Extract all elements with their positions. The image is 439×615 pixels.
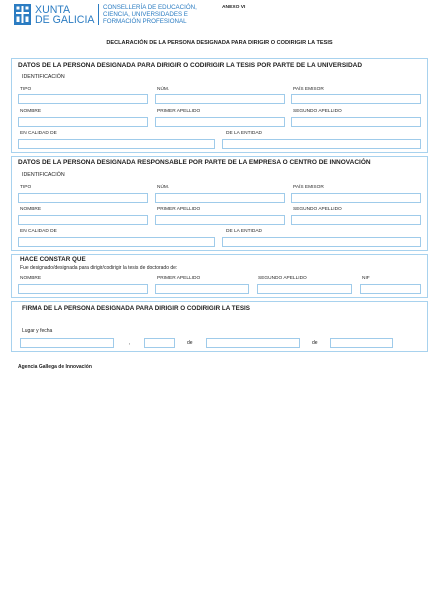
date-separator-comma: , [129,339,131,346]
department-line-1: CONSELLERÍA DE EDUCACIÓN, [103,4,197,11]
university-de-la-entidad-label: DE LA ENTIDAD [226,130,262,136]
month-field[interactable] [206,338,300,348]
university-tipo-label: TIPO [20,86,32,92]
company-pais-emisor-label: PAÍS EMISOR [293,184,324,190]
signature-section [11,301,428,352]
university-tipo-field[interactable] [18,94,148,104]
company-tipo-field[interactable] [18,193,148,203]
annex-label: ANEXO VI [222,4,246,10]
university-en-calidad-de-label: EN CALIDAD DE [20,130,57,136]
university-nombre-label: NOMBRE [20,108,42,114]
doctoral-nif-field[interactable] [360,284,421,294]
university-segundo-apellido-label: SEGUNDO APELLIDO [293,108,342,114]
university-pais-emisor-field[interactable] [291,94,421,104]
date-separator-de-2: de [312,339,318,346]
year-field[interactable] [330,338,393,348]
emblem-pattern [26,7,29,10]
emblem-pattern [26,17,29,23]
doctoral-nombre-label: NOMBRE [20,275,42,281]
university-segundo-apellido-field[interactable] [291,117,421,127]
signature-heading: FIRMA DE LA PERSONA DESIGNADA PARA DIRIGIR O CODIRIGIR LA TESIS [22,304,250,312]
doctoral-nif-label: NIF [362,275,370,281]
university-num-field[interactable] [155,94,285,104]
company-segundo-apellido-field[interactable] [291,215,421,225]
university-num-label: NÚM. [157,86,170,92]
emblem-pattern [22,6,24,23]
doctoral-segundo-apellido-label: SEGUNDO APELLIDO [258,275,307,281]
emblem-pattern [17,7,20,10]
university-section-heading: DATOS DE LA PERSONA DESIGNADA PARA DIRIGIR O CODIRIGIR LA TESIS POR PARTE DE LA UNIVERSIDAD [18,61,363,69]
emblem-pattern [16,12,29,14]
company-de-la-entidad-label: DE LA ENTIDAD [226,228,262,234]
department-name [103,4,197,25]
company-num-field[interactable] [155,193,285,203]
company-en-calidad-de-label: EN CALIDAD DE [20,228,57,234]
company-nombre-label: NOMBRE [20,206,42,212]
agency-name: Agencia Gallega de Innovación [18,363,92,370]
declaration-heading: HACE CONSTAR QUE [20,256,86,263]
company-num-label: NÚM. [157,184,170,190]
company-pais-emisor-field[interactable] [291,193,421,203]
document-title: DECLARACIÓN DE LA PERSONA DESIGNADA PARA DIRIGIR O CODIRIGIR LA TESIS [106,40,333,46]
header-divider [98,4,99,25]
doctoral-segundo-apellido-field[interactable] [257,284,352,294]
company-tipo-label: TIPO [20,184,32,190]
place-field[interactable] [20,338,114,348]
day-field[interactable] [144,338,175,348]
doctoral-primer-apellido-label: PRIMER APELLIDO [157,275,201,281]
company-responsible-section [11,156,428,251]
declaration-statement: Fue designado/designada para dirigir/codirigir la tesis de doctorado de: [20,264,178,271]
company-identification-subheading: IDENTIFICACIÓN [22,172,65,179]
company-primer-apellido-field[interactable] [155,215,285,225]
university-nombre-field[interactable] [18,117,148,127]
place-date-label: Lugar y fecha [22,328,53,335]
emblem-pattern [17,17,20,23]
university-de-la-entidad-field[interactable] [222,139,421,149]
department-line-2: CIENCIA, UNIVERSIDADES E [103,11,188,18]
university-identification-subheading: IDENTIFICACIÓN [22,74,65,81]
company-en-calidad-de-field[interactable] [18,237,215,247]
xunta-wordmark [35,5,94,25]
department-line-3: FORMACIÓN PROFESIONAL [103,18,187,25]
company-section-heading: DATOS DE LA PERSONA DESIGNADA RESPONSABLE POR PARTE DE LA EMPRESA O CENTRO DE INNOVACIÓN [18,159,371,167]
company-primer-apellido-label: PRIMER APELLIDO [157,206,201,212]
doctoral-nombre-field[interactable] [18,284,148,294]
company-nombre-field[interactable] [18,215,148,225]
date-separator-de-1: de [187,339,193,346]
university-pais-emisor-label: PAÍS EMISOR [293,86,324,92]
company-de-la-entidad-field[interactable] [222,237,421,247]
university-primer-apellido-field[interactable] [155,117,285,127]
declaration-section [11,254,428,298]
university-en-calidad-de-field[interactable] [18,139,215,149]
doctoral-primer-apellido-field[interactable] [155,284,249,294]
xunta-emblem-icon [14,4,31,25]
company-segundo-apellido-label: SEGUNDO APELLIDO [293,206,342,212]
wordmark-line-2: DE GALICIA [35,14,95,26]
wordmark-line-1: XUNTA [35,4,71,16]
university-primer-apellido-label: PRIMER APELLIDO [157,108,201,114]
university-director-section [11,58,428,153]
